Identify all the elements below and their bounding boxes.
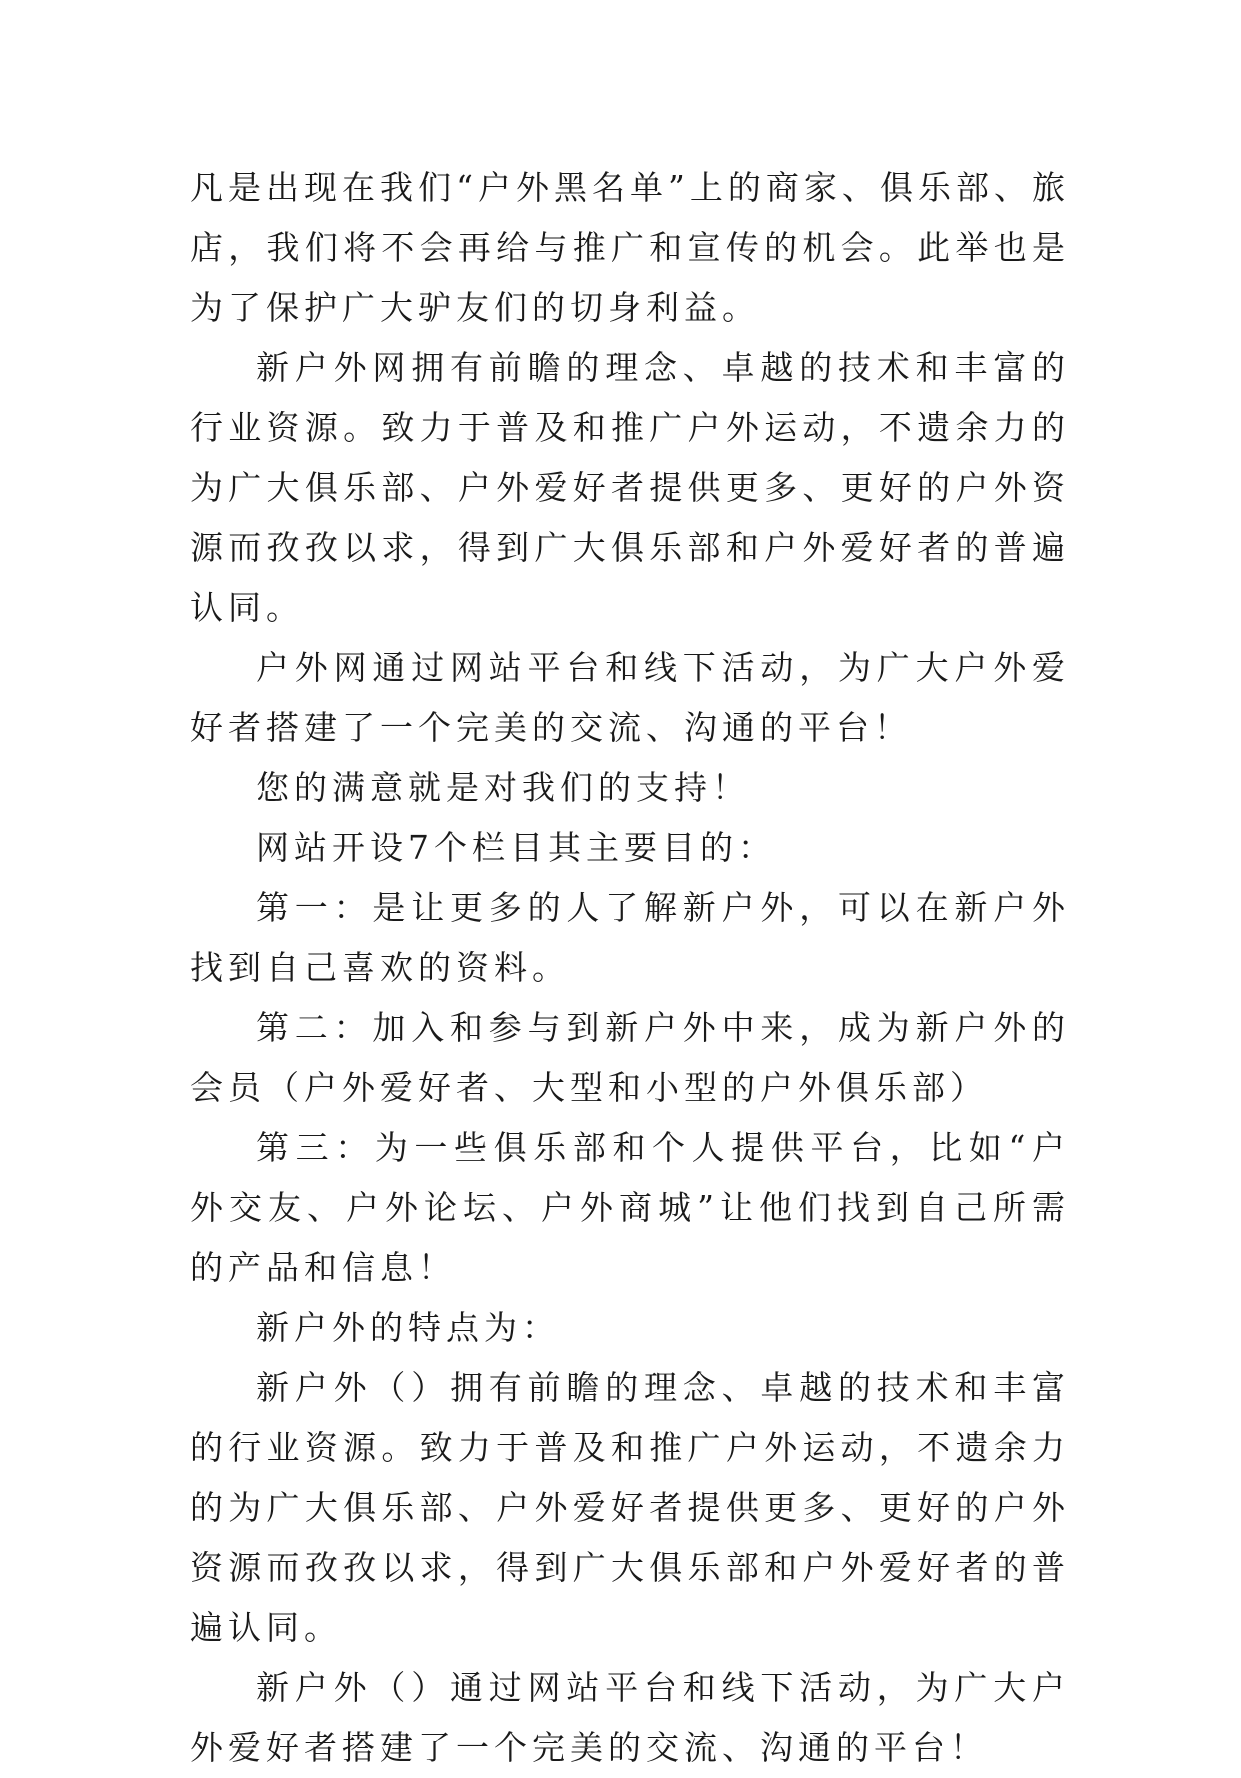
paragraph: 您的满意就是对我们的支持！ <box>256 768 750 807</box>
paragraph: 新户外的特点为： <box>256 1308 560 1347</box>
paragraph: 第一：是让更多的人了解新户外，可以在新户外找到自己喜欢的资料。 <box>190 888 1070 987</box>
paragraph: 户外网通过网站平台和线下活动，为广大户外爱好者搭建了一个完美的交流、沟通的平台！ <box>190 648 1070 747</box>
paragraph: 第三：为一些俱乐部和个人提供平台，比如“户外交友、户外论坛、户外商城”让他们找到自己所需的产品和信息！ <box>190 1128 1070 1287</box>
paragraph: 新户外（）通过网站平台和线下活动，为广大户外爱好者搭建了一个完美的交流、沟通的平台！ <box>190 1668 1070 1767</box>
paragraph: 新户外（）拥有前瞻的理念、卓越的技术和丰富的行业资源。致力于普及和推广户外运动，不遗余力的为广大俱乐部、户外爱好者提供更多、更好的户外资源而孜孜以求，得到广大俱乐部和户外爱好者的普遍认同。 <box>190 1368 1070 1647</box>
paragraph: 新户外网拥有前瞻的理念、卓越的技术和丰富的行业资源。致力于普及和推广户外运动，不遗余力的为广大俱乐部、户外爱好者提供更多、更好的户外资源而孜孜以求，得到广大俱乐部和户外爱好者的普遍认同。 <box>190 348 1070 627</box>
paragraph: 凡是出现在我们“户外黑名单”上的商家、俱乐部、旅店，我们将不会再给与推广和宣传的机会。此举也是为了保护广大驴友们的切身利益。 <box>190 168 1070 327</box>
paragraph: 网站开设7个栏目其主要目的： <box>256 828 776 867</box>
paragraph: 第二：加入和参与到新户外中来，成为新户外的会员（户外爱好者、大型和小型的户外俱乐部） <box>190 1008 1070 1107</box>
document-body <box>190 158 1070 1778</box>
